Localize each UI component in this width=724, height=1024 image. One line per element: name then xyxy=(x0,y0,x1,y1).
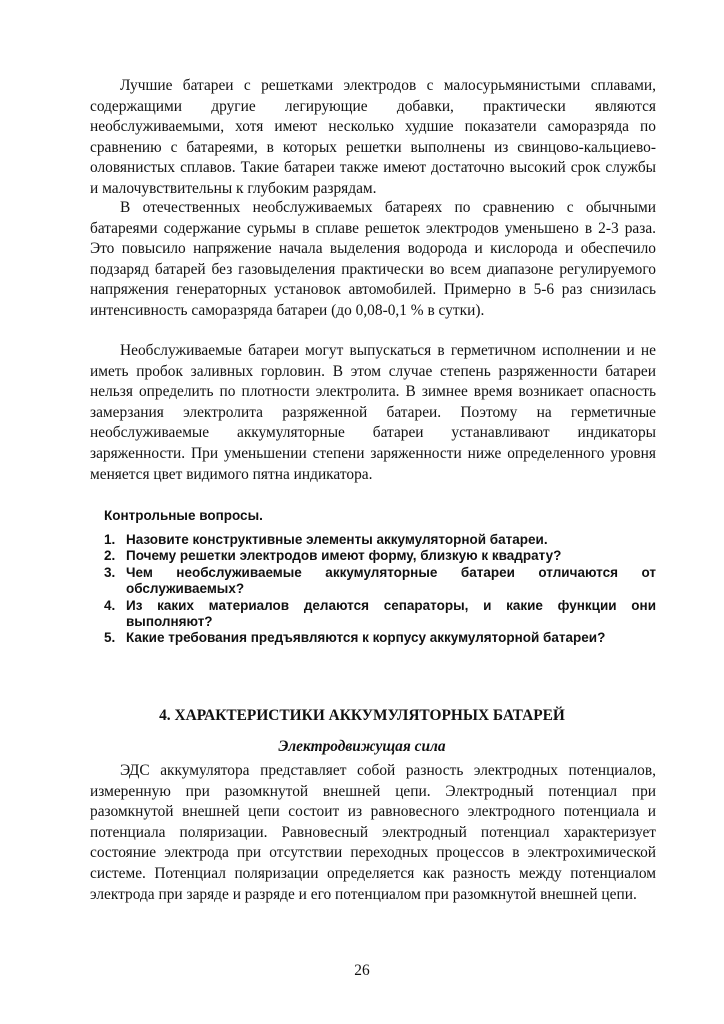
question-number: 2. xyxy=(104,548,116,564)
question-item xyxy=(104,565,656,598)
question-number: 4. xyxy=(104,597,116,613)
questions-title: Контрольные вопросы. xyxy=(104,508,263,523)
question-number: 5. xyxy=(104,630,116,646)
paragraph-2: В отечественных необслуживаемых батареях по сравнению с обычными батареями содержание сурьмы в сплаве решеток электродов уменьшено в 2-3 раза. Это повысило напряжение начала выделения водорода и кислорода и обеспечило подзаряд батарей без газовыделения практически во всем диапазоне регулируемого напряжения генераторных установок автомобилей. Примерно в 5-6 раз снизилась интенсивность саморазряда батареи (до 0,08-0,1 % в сутки). xyxy=(90,199,656,319)
question-item xyxy=(104,598,656,631)
question-text: Почему решетки электродов имеют форму, близкую к квадрату? xyxy=(126,548,562,564)
paragraph-3: Необслуживаемые батареи могут выпускаться в герметичном исполнении и не иметь пробок заливных горловин. В этом случае степень разряженности батареи нельзя определить по плотности электролита. В зимнее время возникает опасность замерзания электролита разряженной батареи. Поэтому на герметичные необслуживаемые аккумуляторные батареи устанавливают индикаторы заряженности. При уменьшении степени заряженности ниже определенного уровня меняется цвет видимого пятна индикатора. xyxy=(90,342,656,483)
question-number: 1. xyxy=(104,532,116,547)
section-heading: 4. ХАРАКТЕРИСТИКИ АККУМУЛЯТОРНЫХ БАТАРЕЙ xyxy=(159,707,565,724)
section-paragraph: ЭДС аккумулятора представляет собой разность электродных потенциалов, измеренную при разомкнутой внешней цепи. Электродный потенциал при разомкнутой внешней цепи состоит из равновесного электродного потенциала и потенциала поляризации. Равновесный электродный потенциал характеризует состояние электрода при отсутствии переходных процессов в электрохимической системе. Потенциал поляризации определяется как разность между потенциалом электрода при заряде и разряде и его потенциалом при разомкнутой внешней цепи. xyxy=(90,762,656,903)
questions-list xyxy=(104,532,656,647)
subsection-heading: Электродвижущая сила xyxy=(278,738,446,755)
question-text: Чем необслуживаемые аккумуляторные батареи отличаются от обслуживаемых? xyxy=(126,564,656,597)
question-item xyxy=(104,630,656,646)
page-number: 26 xyxy=(354,962,370,979)
paragraph-1: Лучшие батареи с решетками электродов с малосурьмянистыми сплавами, содержащими другие легирующие добавки, практически являются необслуживаемыми, хотя имеют несколько худшие показатели саморазряда по сравнению с батареями, в которых решетки выполнены из свинцово-кальциево-оловянистых сплавов. Такие батареи также имеют достаточно высокий срок службы и малочувствительны к глубоким разрядам. xyxy=(90,77,656,197)
question-text: Какие требования предъявляются к корпусу аккумуляторной батареи? xyxy=(126,630,606,646)
question-item xyxy=(104,532,656,548)
question-text: Из каких материалов делаются сепараторы, и какие функции они выполняют? xyxy=(126,597,656,630)
question-number: 3. xyxy=(104,564,116,580)
question-text: Назовите конструктивные элементы аккумуляторной батареи. xyxy=(126,532,548,547)
question-item xyxy=(104,548,656,564)
